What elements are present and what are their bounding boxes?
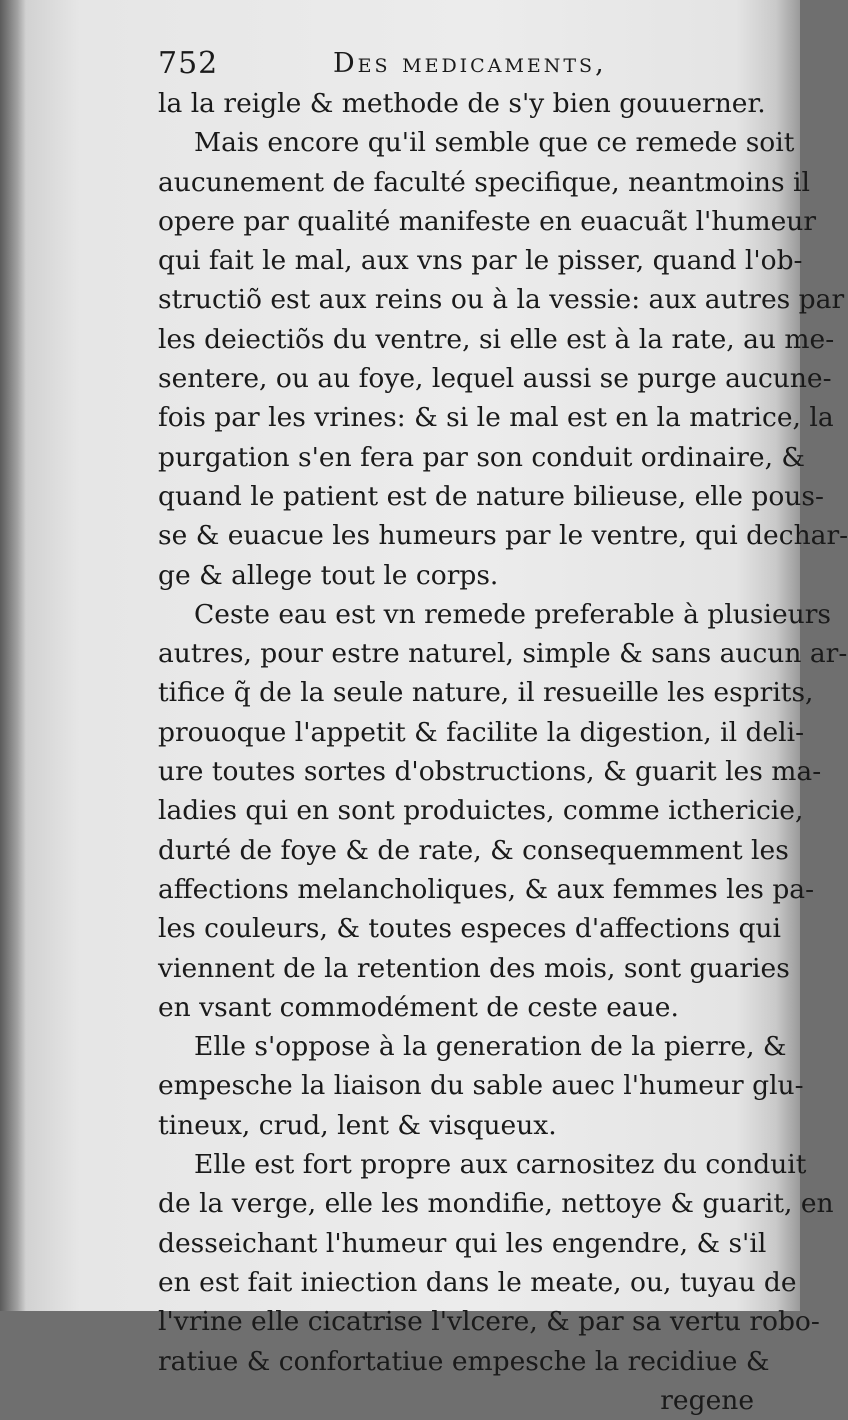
- text-line: ratiue & confortatiue empesche la recidiue &: [158, 1345, 770, 1377]
- page-number: 752: [158, 46, 219, 81]
- text-line: prouoque l'appetit & facilite la digestion, il deli-: [158, 716, 805, 748]
- text-line: qui fait le mal, aux vns par le pisser, quand l'ob-: [158, 245, 803, 277]
- text-line: empesche la liaison du sable auec l'humeur glu-: [158, 1070, 804, 1102]
- text-line: Elle s'oppose à la generation de la pierre, &: [194, 1031, 787, 1063]
- text-block: [158, 84, 848, 1420]
- text-line: Mais encore qu'il semble que ce remede soit: [194, 127, 795, 159]
- text-line: desseichant l'humeur qui les engendre, & s'il: [158, 1227, 767, 1259]
- text-line: affections melancholiques, & aux femmes les pa-: [158, 873, 815, 905]
- text-line: en vsant commodément de ceste eaue.: [158, 991, 679, 1023]
- text-line: de la verge, elle les mondifie, nettoye & guarit, en: [158, 1188, 834, 1220]
- text-line: tineux, crud, lent & visqueux.: [158, 1109, 557, 1141]
- page-header: [158, 44, 644, 88]
- text-line: ladies qui en sont produictes, comme icthericie,: [158, 795, 804, 827]
- text-line: viennent de la retention des mois, sont guaries: [158, 952, 790, 984]
- text-line: en est fait iniection dans le meate, ou, tuyau de: [158, 1266, 797, 1298]
- text-line: purgation s'en fera par son conduit ordinaire, &: [158, 441, 805, 473]
- text-line: Elle est fort propre aux carnositez du conduit: [194, 1149, 807, 1181]
- text-line: quand le patient est de nature bilieuse, elle pous-: [158, 480, 824, 512]
- text-line: structiõ est aux reins ou à la vessie: aux autres par: [158, 284, 845, 316]
- text-line: sentere, ou au foye, lequel aussi se purge aucune-: [158, 363, 832, 395]
- text-line: durté de foye & de rate, & consequemment les: [158, 834, 789, 866]
- text-line: aucunement de faculté specifique, neantmoins il: [158, 166, 810, 198]
- text-line: Ceste eau est vn remede preferable à plusieurs: [194, 598, 831, 630]
- catchword: regene: [660, 1384, 754, 1416]
- text-line: se & euacue les humeurs par le ventre, qui dechar-: [158, 520, 848, 552]
- text-line: les couleurs, & toutes especes d'affections qui: [158, 913, 781, 945]
- text-line: autres, pour estre naturel, simple & sans aucun ar-: [158, 638, 848, 670]
- running-title: Des medicaments,: [333, 48, 607, 79]
- text-line: ge & allege tout le corps.: [158, 559, 499, 591]
- text-line: opere par qualité manifeste en euacuãt l'humeur: [158, 205, 817, 237]
- text-line: la la reigle & methode de s'y bien gouuerner.: [158, 88, 766, 119]
- text-line: fois par les vrines: & si le mal est en la matrice, la: [158, 402, 834, 434]
- text-line: ure toutes sortes d'obstructions, & guarit les ma-: [158, 756, 822, 788]
- page-gutter: [0, 0, 26, 1311]
- text-line: les deiectiõs du ventre, si elle est à la rate, au me-: [158, 323, 835, 355]
- text-line: tifice q̃ de la seule nature, il resueille les esprits,: [158, 677, 814, 709]
- text-line: l'vrine elle cicatrise l'vlcere, & par sa vertu robo-: [158, 1306, 820, 1338]
